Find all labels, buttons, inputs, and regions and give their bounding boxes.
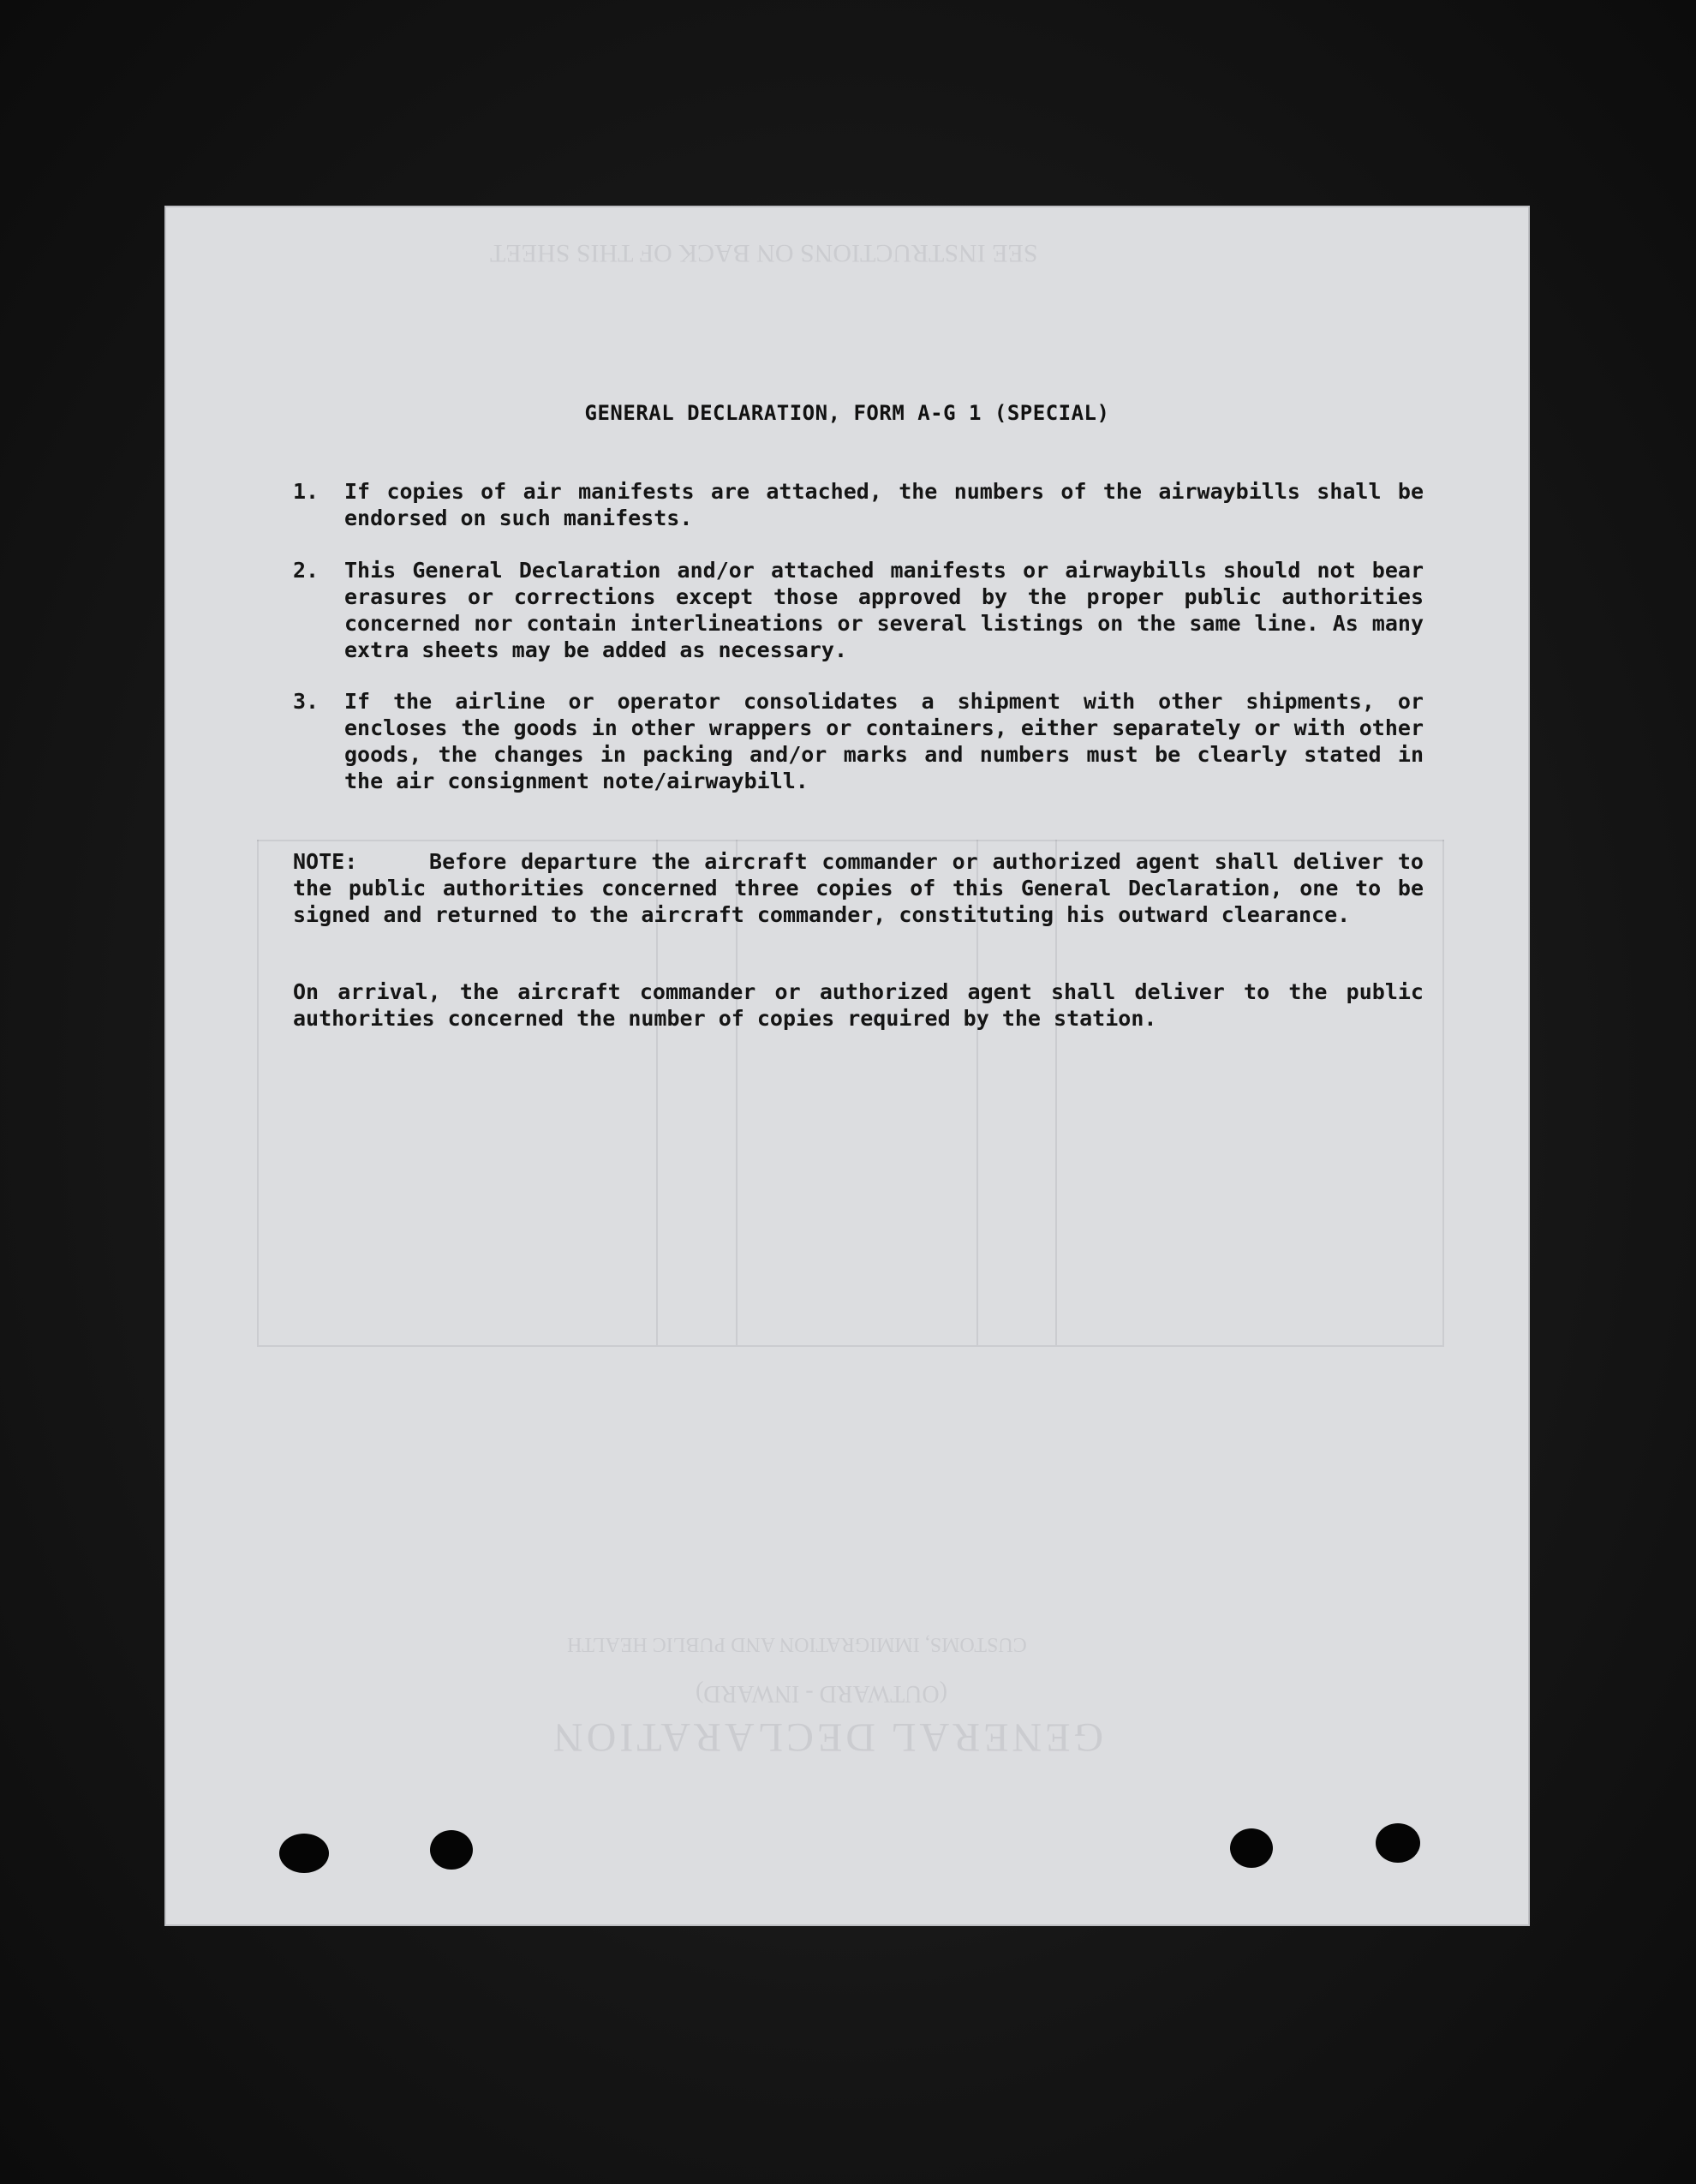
show-through-table-border bbox=[257, 840, 259, 1345]
instruction-item-1 bbox=[293, 478, 1424, 531]
item-number: 2. bbox=[293, 558, 319, 583]
show-through-agency: CUSTOMS, IMMIGRATION AND PUBLIC HEALTH bbox=[567, 1633, 1027, 1655]
punch-hole bbox=[430, 1830, 473, 1870]
punch-hole bbox=[1376, 1823, 1420, 1863]
show-through-table-border bbox=[257, 840, 1444, 841]
document-title: GENERAL DECLARATION, FORM A-G 1 (SPECIAL) bbox=[584, 401, 1110, 425]
show-through-top-text: SEE INSTRUCTIONS ON BACK OF THIS SHEET bbox=[490, 239, 1038, 267]
instruction-item-2 bbox=[293, 557, 1424, 663]
item-text: This General Declaration and/or attached manifests or airwaybills should not bear erasures or corrections except those approved by the proper public authorities concerned nor contain interlineations or several listings on the same line. As many extra sheets may be added as necessary. bbox=[344, 558, 1424, 662]
show-through-heading: GENERAL DECLARATION bbox=[550, 1714, 1104, 1760]
instruction-item-3 bbox=[293, 688, 1424, 794]
note-paragraph: NOTE: Before departure the aircraft commander or authorized agent shall deliver to the public authorities concerned three copies of this General Declaration, one to be signed and returned to the aircraft commander, constituting his outward clearance. bbox=[293, 849, 1437, 927]
item-text: If the airline or operator consolidates a shipment with other shipments, or encloses the goods in other wrappers or containers, either separately or with other goods, the changes in packing and/or marks and numbers must be clearly stated in the air consignment note/airwaybill. bbox=[344, 689, 1424, 793]
document-sheet bbox=[164, 206, 1530, 1926]
punch-hole bbox=[1230, 1828, 1273, 1868]
punch-hole bbox=[279, 1834, 329, 1873]
show-through-subheading: (OUTWARD - INWARD) bbox=[696, 1680, 947, 1707]
show-through-table-border bbox=[257, 1345, 1444, 1347]
item-number: 1. bbox=[293, 479, 319, 504]
show-through-table-border bbox=[1442, 840, 1444, 1345]
arrival-paragraph: On arrival, the aircraft commander or authorized agent shall deliver to the public authorities concerned the number of copies required by the station. bbox=[293, 979, 1424, 1031]
item-number: 3. bbox=[293, 689, 319, 714]
item-text: If copies of air manifests are attached, the numbers of the airwaybills shall be endorsed on such manifests. bbox=[344, 479, 1424, 530]
